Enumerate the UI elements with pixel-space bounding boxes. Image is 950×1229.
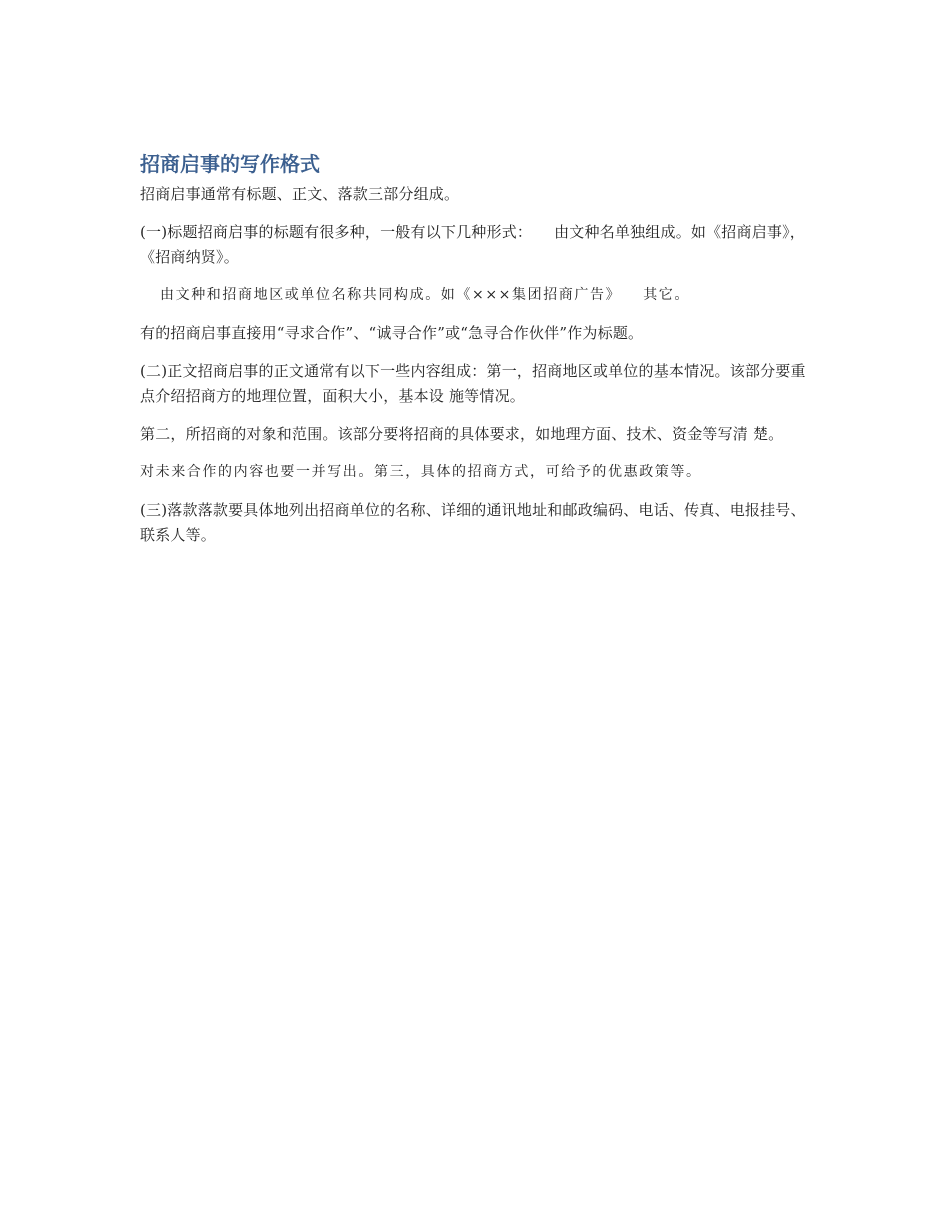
paragraph-title-forms bbox=[140, 283, 812, 308]
paragraph-title-examples: 有的招商启事直接用“寻求合作”、“诚寻合作”或“急寻合作伙伴”作为标题。 bbox=[140, 324, 644, 342]
paragraph-body-second: 第二，所招商的对象和范围。该部分要将招商的具体要求，如地理方面、技术、资金等写清 楚。 bbox=[140, 425, 784, 443]
paragraph-intro: 招商启事通常有标题、正文、落款三部分组成。 bbox=[140, 185, 460, 203]
paragraph-signature-section: (三)落款落款要具体地列出招商单位的名称、详细的通讯地址和邮政编码、电话、传真、电报挂号、 联系人等。 bbox=[140, 501, 806, 544]
document-page bbox=[140, 150, 812, 561]
paragraph-title-section-lead: (一)标题招商启事的标题有很多种，一般有以下几种形式： bbox=[140, 223, 533, 241]
document-title: 招商启事的写作格式 bbox=[140, 152, 320, 176]
paragraph-title-form3: 其它。 bbox=[643, 287, 691, 303]
paragraph-body-third: 对未来合作的内容也要一并写出。第三，具体的招商方式，可给予的优惠政策等。 bbox=[140, 464, 702, 480]
paragraph-title-form2: 由文种和招商地区或单位名称共同构成。如《×××集团招商广告》 bbox=[160, 287, 622, 303]
paragraph-title-section-form1: 由文种名单独组成。如《招商启事》，《招商纳贤》。 bbox=[140, 223, 806, 266]
paragraph-body-section: (二)正文招商启事的正文通常有以下一些内容组成：第一，招商地区或单位的基本情况。该部分要重点介绍招商方的地理位置，面积大小，基本设 施等情况。 bbox=[140, 362, 806, 405]
paragraph-title-section bbox=[140, 220, 812, 270]
